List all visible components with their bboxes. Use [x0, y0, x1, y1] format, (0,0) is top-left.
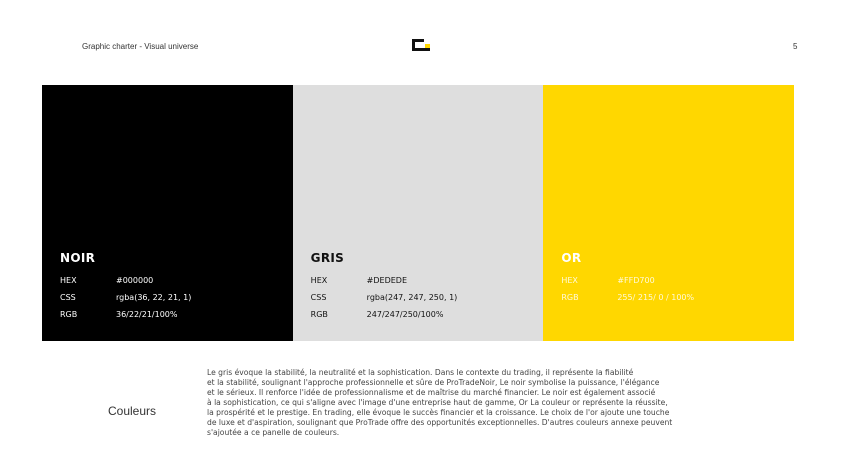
body-line: Le gris évoque la stabilité, la neutralité et la sophistication. Dans le contexte du trading, il représente la fiabilité: [207, 368, 634, 377]
hex-value: #DEDEDE: [366, 276, 408, 285]
hex-label: HEX: [60, 276, 77, 285]
body-line: à la sophistication, ce qui s'aligne avec l'image d'une entreprise haut de gamme, Or La couleur or représente la réussite,: [207, 398, 668, 407]
swatch-hex-row: [311, 276, 407, 285]
swatch-or: [543, 85, 794, 341]
brand-logo-icon: [410, 38, 432, 52]
body-line: la prospérité et le prestige. En trading, elle évoque le succès financier et la croissance. Le choix de l'or ajoute une touche: [207, 408, 670, 417]
rgb-label: RGB: [310, 310, 328, 319]
section-body: [207, 368, 807, 438]
header-title: Graphic charter - Visual universe: [82, 42, 199, 51]
swatch-name: NOIR: [60, 251, 96, 265]
css-value: rgba(36, 22, 21, 1): [116, 293, 192, 302]
body-line: de luxe et d'aspiration, soulignant que ProTrade offre des opportunités exceptionnelles. D'autres couleurs annexe peuvent: [207, 418, 673, 427]
css-label: CSS: [310, 293, 327, 302]
rgb-value: 255/ 215/ 0 / 100%: [617, 293, 695, 302]
swatch-rgb-row: [60, 310, 178, 319]
hex-value: #FFD700: [617, 276, 655, 285]
css-label: CSS: [60, 293, 76, 302]
swatch-rgb-row: [311, 310, 444, 319]
rgb-label: RGB: [60, 310, 78, 319]
section-label: Couleurs: [108, 404, 157, 418]
swatch-hex-row: [561, 276, 654, 285]
hex-label: HEX: [310, 276, 328, 285]
rgb-label: RGB: [561, 293, 579, 302]
body-line: s'ajoutée a ce panelle de couleurs.: [207, 428, 340, 437]
page-number: 5: [793, 42, 798, 51]
body-line: et le sérieux. Il renforce l'idée de professionnalisme et de maîtrise du marché financier. Le noir est également associé: [207, 388, 656, 397]
body-line: et la stabilité, soulignant l'approche professionnelle et sûre de ProTradeNoir, Le noir symbolise la puissance, l'élégance: [207, 378, 660, 387]
color-swatches: [42, 85, 794, 341]
swatch-noir: [42, 85, 293, 341]
swatch-css-row: [311, 293, 458, 302]
swatch-hex-row: [60, 276, 153, 285]
rgb-value: 36/22/21/100%: [116, 310, 178, 319]
swatch-name: OR: [561, 251, 582, 265]
hex-value: #000000: [116, 276, 154, 285]
css-value: rgba(247, 247, 250, 1): [366, 293, 458, 302]
swatch-css-row: [60, 293, 191, 302]
swatch-name: GRIS: [310, 251, 345, 265]
rgb-value: 247/247/250/100%: [366, 310, 444, 319]
swatch-gris: [293, 85, 544, 341]
hex-label: HEX: [561, 276, 578, 285]
swatch-rgb-row: [561, 293, 694, 302]
